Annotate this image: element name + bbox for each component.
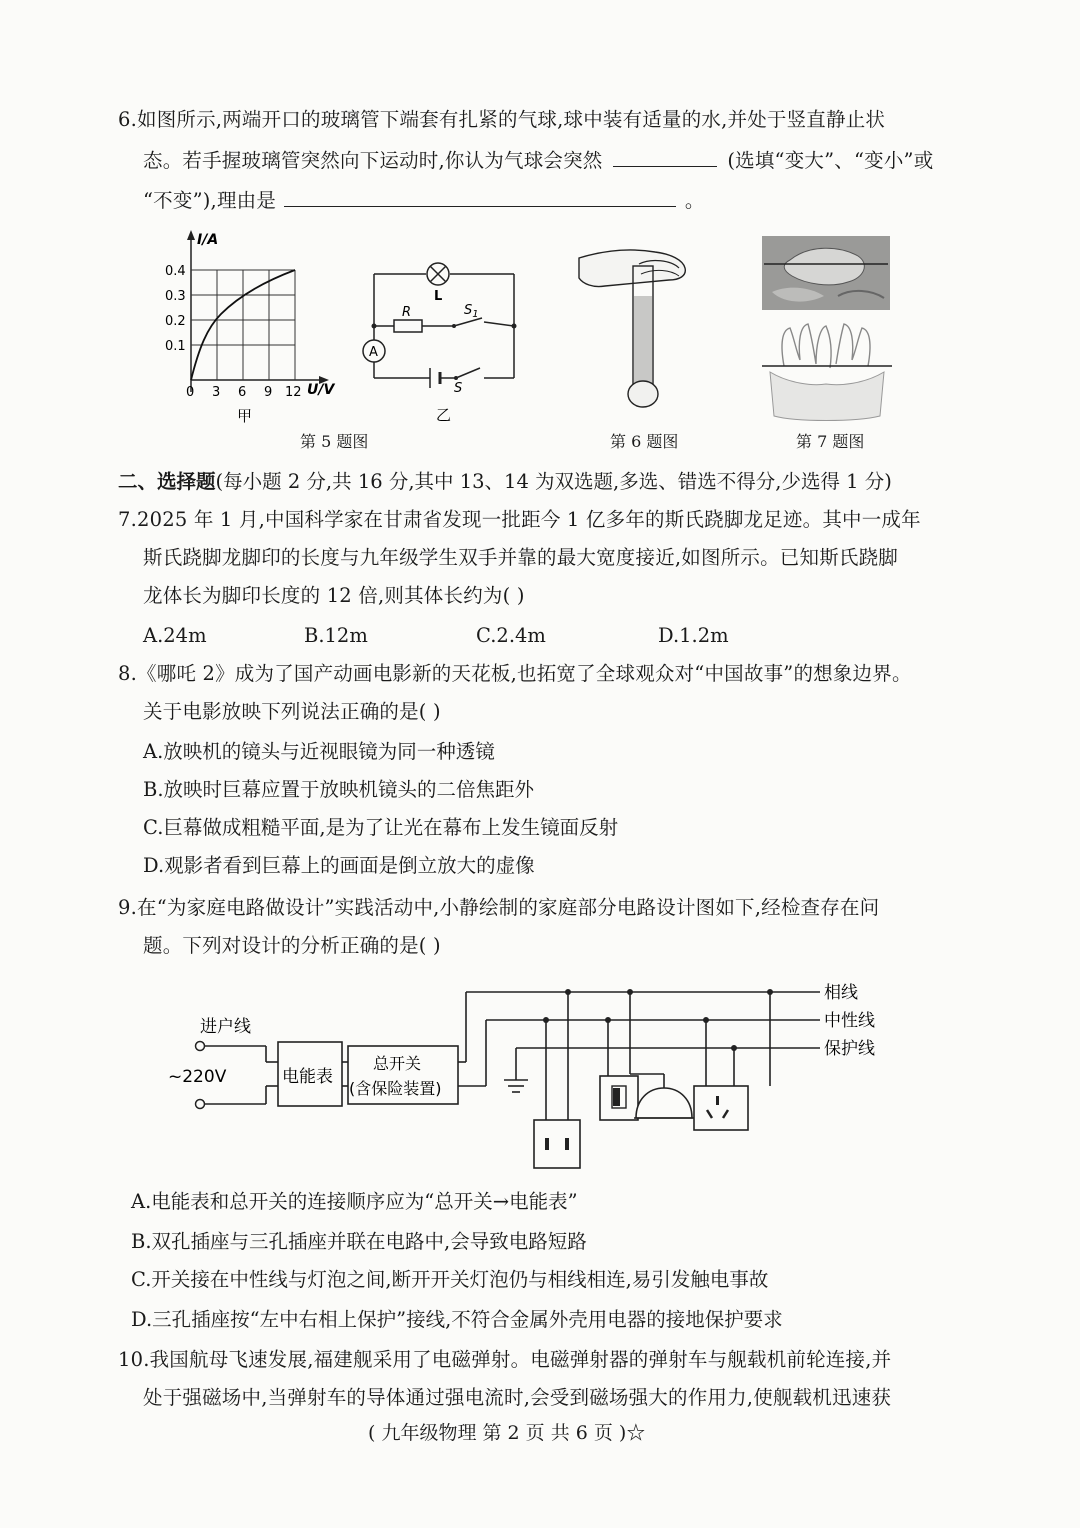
input-line-label: 进户线 <box>200 1017 251 1037</box>
switch-contact-icon <box>452 324 456 328</box>
q6-line2 <box>143 146 933 175</box>
meter-label: 电能表 <box>282 1067 333 1087</box>
switch1-subscript: 1 <box>472 309 479 320</box>
lamp-icon <box>427 263 449 285</box>
page-footer: ( 九年级物理 第 2 页 共 6 页 )☆ <box>368 1422 646 1444</box>
q8-line2: 关于电影放映下列说法正确的是( ) <box>143 700 441 723</box>
household-circuit-diagram <box>160 970 920 1180</box>
ground-line-label: 保护线 <box>824 1039 875 1059</box>
graph-grid <box>191 270 295 380</box>
voltage-label: ~220V <box>168 1067 227 1087</box>
q6-line2-options: (选填“变大”、“变小”或 <box>727 149 934 172</box>
switch-label: S <box>454 381 463 396</box>
q7-line1: 7.2025 年 1 月,中国科学家在甘肃省发现一批距今 1 亿多年的斯氏跷脚龙足迹。其中一成年 <box>118 508 921 531</box>
q6-line2-text: 态。若手握玻璃管突然向下运动时,你认为气球会突然 <box>143 149 603 172</box>
graph-xtick: 0 <box>186 385 195 400</box>
section-2-heading <box>118 468 892 496</box>
section-2-rule: (每小题 2 分,共 16 分,其中 13、14 为双选题,多选、错选不得分,少选得 1 分) <box>215 470 892 493</box>
graph-xtick: 12 <box>285 385 302 400</box>
q7-line2: 斯氏跷脚龙脚印的长度与九年级学生双手并靠的最大宽度接近,如图所示。已知斯氏跷脚 <box>143 546 898 569</box>
graph-y-arrow <box>187 230 195 240</box>
live-line-label: 相线 <box>824 983 858 1003</box>
terminal-icon <box>196 1042 205 1051</box>
ammeter-label: A <box>369 345 378 360</box>
dinosaur-footprint-photo-icon <box>762 236 890 310</box>
fig5-circuit <box>350 252 530 428</box>
graph-xtick: 9 <box>264 385 273 400</box>
graph-name: 甲 <box>237 407 253 425</box>
section-2-title: 二、选择题 <box>118 470 216 493</box>
graph-xtick: 3 <box>212 385 221 400</box>
lamp-icon <box>634 1088 694 1118</box>
q6-line3-end: 。 <box>684 189 705 212</box>
resistor-label: R <box>402 305 412 320</box>
fig7-caption: 第 7 题图 <box>796 432 865 451</box>
q6-line3-text: “不变”),理由是 <box>143 189 277 212</box>
graph-ytick: 0.4 <box>165 264 186 279</box>
graph-xlabel: U/V <box>307 382 335 398</box>
lamp-label: L <box>434 289 443 304</box>
switch1-label <box>464 303 479 320</box>
fig6-figure <box>575 234 695 414</box>
junction-icon <box>372 324 377 329</box>
q7-option-d[interactable]: D.1.2m <box>658 624 729 647</box>
q8-option-a[interactable]: A.放映机的镜头与近视眼镜为同一种透镜 <box>143 740 495 763</box>
graph-ylabel: I/A <box>197 232 219 248</box>
q7-option-a[interactable]: A.24m <box>143 624 207 647</box>
q8-option-c[interactable]: C.巨幕做成粗糙平面,是为了让光在幕布上发生镜面反射 <box>143 816 619 839</box>
q6-line3 <box>143 186 705 215</box>
three-hole-socket-icon <box>694 1086 748 1130</box>
fig6-caption: 第 6 题图 <box>610 432 679 451</box>
q6-answer-blank-2[interactable] <box>284 186 676 207</box>
q8-option-b[interactable]: B.放映时巨幕应置于放映机镜头的二倍焦距外 <box>143 778 535 801</box>
q10-line1: 10.我国航母飞速发展,福建舰采用了电磁弹射。电磁弹射器的弹射车与舰载机前轮连接,并 <box>118 1348 892 1371</box>
neutral-line-label: 中性线 <box>824 1011 875 1031</box>
q8-option-d[interactable]: D.观影者看到巨幕上的画面是倒立放大的虚像 <box>143 854 535 877</box>
hand-icon <box>579 250 685 287</box>
q9-option-d[interactable]: D.三孔插座按“左中右相上保护”接线,不符合金属外壳用电器的接地保护要求 <box>131 1308 783 1331</box>
q10-line2: 处于强磁场中,当弹射车的导体通过强电流时,会受到磁场强大的作用力,使舰载机迅速获 <box>143 1386 892 1409</box>
fig7-figure <box>760 234 895 424</box>
two-hole-socket-icon <box>534 1120 580 1168</box>
graph-ytick: 0.1 <box>165 339 186 354</box>
switch1-letter: S <box>464 303 473 318</box>
q9-option-b[interactable]: B.双孔插座与三孔插座并联在电路中,会导致电路短路 <box>131 1230 587 1253</box>
q9-line2: 题。下列对设计的分析正确的是( ) <box>143 934 441 957</box>
wall-switch-icon <box>600 1076 638 1120</box>
resistor-icon <box>394 320 422 332</box>
fig5-caption: 第 5 题图 <box>300 432 369 451</box>
q7-line3: 龙体长为脚印长度的 12 倍,则其体长约为( ) <box>143 584 525 607</box>
balloon-icon <box>628 381 658 407</box>
battery-icon <box>430 368 440 388</box>
graph-xtick: 6 <box>238 385 247 400</box>
q6-answer-blank-1[interactable] <box>613 146 717 167</box>
q7-option-c[interactable]: C.2.4m <box>476 624 546 647</box>
junction-icon <box>512 324 517 329</box>
main-switch-sub-label: (含保险装置) <box>349 1079 442 1098</box>
graph-ytick: 0.2 <box>165 314 186 329</box>
q7-option-b[interactable]: B.12m <box>304 624 368 647</box>
q6-line1: 6.如图所示,两端开口的玻璃管下端套有扎紧的气球,球中装有适量的水,并处于竖直静止状 <box>118 108 886 131</box>
circuit-name: 乙 <box>436 406 452 424</box>
main-switch-label: 总开关 <box>373 1054 422 1073</box>
q9-line1: 9.在“为家庭电路做设计”实践活动中,小静绘制的家庭部分电路设计图如下,经检查存在问 <box>118 896 880 919</box>
q9-option-a[interactable]: A.电能表和总开关的连接顺序应为“总开关→电能表” <box>131 1190 578 1213</box>
terminal-icon <box>196 1100 205 1109</box>
q9-option-c[interactable]: C.开关接在中性线与灯泡之间,断开开关灯泡仍与相线相连,易引发触电事故 <box>131 1268 769 1291</box>
hands-icon <box>762 324 892 421</box>
graph-ytick: 0.3 <box>165 289 186 304</box>
switch-contact-icon <box>454 376 458 380</box>
fig5-graph <box>155 228 355 428</box>
q8-line1: 8.《哪吒 2》成为了国产动画电影新的天花板,也拓宽了全球观众对“中国故事”的想象边界。 <box>118 662 912 685</box>
